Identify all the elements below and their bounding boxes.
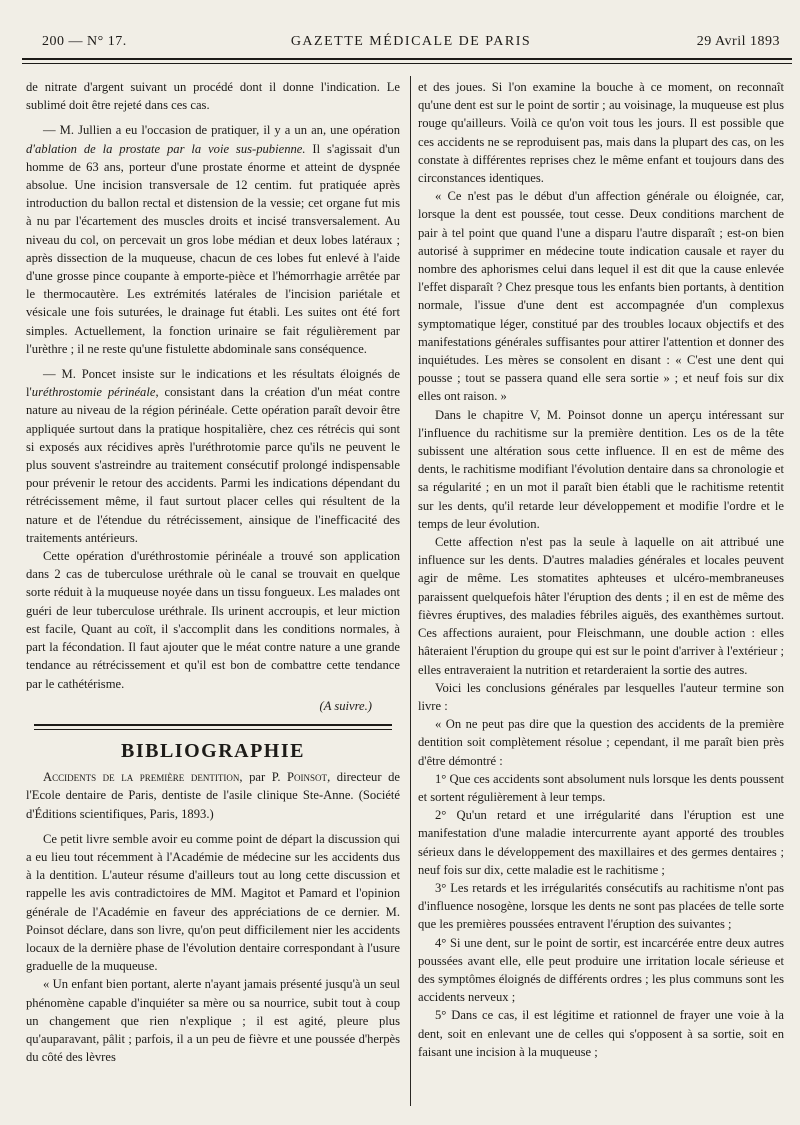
- header-rule-thin: [22, 63, 792, 64]
- conclusion-item: 5° Dans ce cas, il est légitime et rationnel de frayer une voie à la dent, soit en enlevant une de celles qui s'opposent à sa sortie, soit en faisant une incision à la muqueuse ;: [418, 1008, 784, 1059]
- header-rule-thick: [22, 58, 792, 60]
- paragraph: « Ce n'est pas le début d'un affection générale ou éloignée, car, lorsque la dent est poussée, tout cesse. Deux conditions marchent de pair à tel point que quand l'une a disparu l'autre disparaît ; est-on bien autorisé à supprimer en médecine toute indication causale et rayer du nombre des aphorismes celui dans lequel il est dit que la cause enlevée l'effet disparaît ? Chez presque tous les enfants bien portants, à dentition normale, l'issue d'une dent est accompagnée d'un complexus symptomatique léger, constitué par des troubles locaux objectifs et des manifestations générales suffisantes pour attirer l'attention et donner des inquiétudes. Les mères se consolent en disant : « C'est une dent qui pousse ; tout se passera quand elle sera sortie » ; et neuf fois sur dix elles ont raison. »: [418, 189, 784, 404]
- paragraph: Ce petit livre semble avoir eu comme point de départ la discussion qui a eu lieu tout récemment à l'Académie de médecine sur les accidents dus à la dentition. L'auteur résume d'ailleurs tout au long cette discussion et rappelle les avis contradictoires de MM. Magitot et Pamard et l'opinion générale de l'Académie en faveur des appréciations de ce dernier. M. Poinsot déclare, dans son livre, qu'on peut difficilement nier les accidents locaux de la dernière phase de l'évolution dentaire correspondant à l'usure graduelle de la muqueuse.: [26, 831, 400, 974]
- paragraph: « On ne peut pas dire que la question des accidents de la première dentition soit complètement résolue ; cependant, il me paraît bien près d'être démontré :: [418, 717, 784, 768]
- paragraph: « Un enfant bien portant, alerte n'ayant jamais présenté jusqu'à un seul phénomène capable d'inquiéter sa mère ou sa nourrice, subit tout à coup un changement que rien n'explique ; il est agité, pleure plus qu'auparavant, pâlit ; parfois, il a un peu de fièvre et une poussée d'herpès du côté des lèvres: [26, 977, 400, 1065]
- section-title: BIBLIOGRAPHIE: [121, 739, 305, 762]
- conclusion-item: 4° Si une dent, sur le point de sortir, est incarcérée entre deux autres poussées avant elle, elle peut produire une irritation locale sérieuse et des symptômes éloignés de différents ordres ; les plus communs sont les accidents nerveux ;: [418, 935, 784, 1005]
- conclusion-item: 1° Que ces accidents sont absolument nuls lorsque les dents poussent et sortent régulièrement à leur temps.: [418, 771, 784, 804]
- a-suivre: (A suivre.): [319, 698, 372, 713]
- italic-term: uréthrostomie périnéale: [31, 385, 156, 400]
- left-column: [26, 78, 400, 1066]
- paragraph: Cette opération d'uréthrostomie périnéale a trouvé son application dans 2 cas de tuberculose uréthrale où le canal se trouvait en quelque sorte réduit à la muqueuse noyée dans un tissu fongueux. Les malades ont guéri de leur tuberculose uréthrale. Ils urinent accroupis, et leur miction est facile, Quant au coït, il s'accomplit dans les conditions normales, à part la fécondation. Il faut ajouter que le méat contre nature a une grande tendance au rétrécissement et qu'il est bon de combattre cette tendance par le cathétérisme.: [26, 549, 400, 691]
- column-divider: [410, 76, 411, 1106]
- italic-term: d'ablation de la prostate par la voie sus-pubienne.: [26, 141, 306, 156]
- journal-title: GAZETTE MÉDICALE DE PARIS: [290, 34, 532, 49]
- paragraph: Cette affection n'est pas la seule à laquelle on ait attribué une influence sur les dents. D'autres maladies générales et locales peuvent agir de même. Les stomatites aphteuses et ulcéro-membraneuses paraissent quelquefois hâter l'éruption des dents ; il en est de même des fièvres éruptives, des maladies fébriles aiguës, des exanthèmes surtout. Ces affections auraient, pour Fleischmann, une double action : elles hâteraient l'éruption du groupe qui est sur le point d'arriver à l'extérieur ; elles entraveraient la nutrition et retarderaient la sortie des autres.: [418, 535, 784, 677]
- issue-date: 29 Avril 1893: [696, 34, 780, 49]
- page-header: [42, 34, 780, 54]
- paragraph-poncet: — M. Poncet insiste sur le indications et les résultats éloignés de l'uréthrostomie périnéale, consistant dans la création d'un méat contre nature au niveau de la région périnéale. Cette opération paraît devoir être appliquée surtout dans la pratique hospitalière, chez ces rétrécis qui sont si exposés aux récidives après l'uréthrotomie parce qu'ils ne peuvent le plus souvent s'astreindre au traitement consécutif prolongé indispensable pour prévenir le retour des accidents. Parmi les indications dépendant du rétrécissement même, il faut surtout placer celles qui résultent de la nature et de l'étendue du rétrécissement, ainsique de l'inefficacité des traitements antérieurs.: [26, 367, 401, 545]
- paragraph: et des joues. Si l'on examine la bouche à ce moment, on reconnaît qu'une dent est sur le point de sortir ; au voisinage, la muqueuse est plus rouge qu'ailleurs. Voilà ce qu'on voit tous les jours. Il est possible que ces accidents ne se reproduisent pas, mais dans la plupart des cas, on les constate à différentes reprises chez le même enfant et toujours dans des circonstances identiques.: [418, 80, 784, 186]
- right-column: [418, 78, 784, 1061]
- paragraph: Voici les conclusions générales par lesquelles l'auteur termine son livre :: [418, 680, 784, 713]
- page-number: 200 — N° 17.: [42, 34, 127, 49]
- paragraph: de nitrate d'argent suivant un procédé dont il donne l'indication. Le sublimé doit être rejeté dans ces cas.: [26, 80, 400, 113]
- section-rule-thick: [34, 724, 392, 726]
- conclusion-item: 3° Les retards et les irrégularités consécutifs au rachitisme n'ont pas d'influence nosogène, lorsque les dents ne sont pas placées de telle sorte que les premières poussées entravent l'éruption des suivantes ;: [418, 880, 784, 932]
- section-rule-thin: [34, 729, 392, 730]
- bibliography-entry: Accidents de la première dentition, par P. Poinsot, directeur de l'Ecole dentaire de Paris, dentiste de l'asile clinique Ste-Anne. (Société d'Éditions scientifiques, Paris, 1893.): [26, 770, 400, 821]
- conclusion-item: 2° Qu'un retard et une irrégularité dans l'éruption est une manifestation d'une maladie intercurrente ayant apporté des troubles sérieux dans le développement des maxillaires et des germes dentaires ; neuf fois sur dix, cette maladie est le rachitisme ;: [418, 808, 784, 877]
- paragraph: Dans le chapitre V, M. Poinsot donne un aperçu intéressant sur l'influence du rachitisme sur la première dentition. Les os de la tête subissent une altération sous cette influence. Il en est de même des dents, le rachitisme modifiant l'évolution dentaire dans sa chronologie et sa régularité ; en un mot il paraît bien établi que le rachitisme retentit sur les dents, qu'il retarde leur développement et modifie l'ordre et le temps de leur évolution.: [418, 407, 784, 531]
- paragraph-jullien: — M. Jullien a eu l'occasion de pratiquer, il y a un an, une opération d'ablation de la prostate par la voie sus-pubienne. Il s'agissait d'un homme de 63 ans, porteur d'une prostate énorme et atteint de dyspnée absolue. Une incision transversale de 12 centim. fut pratiquée après introduction du ballon rectal et distension de la vessie; cet organe fut mis à nu par l'écartement des muscles droits et incisé transversalement. Au niveau du col, on percevait un gros lobe médian et deux lobes latéraux ; après dissection de la muqueuse, chacun de ces lobes fut enlevé à l'aide d'une grosse pince coupante à emporte-pièce et l'hémorrhagie arrêtée par le thermocautère. Les extrémités latérales de l'incision pariétale et vésicale une fois suturées, le drainage fut établi. Les suites ont été fort simples. Actuellement, la fonction urinaire se fait régulièrement par l'urèthre ; il ne reste qu'une fistulette abdominale sans conséquence.: [26, 123, 400, 356]
